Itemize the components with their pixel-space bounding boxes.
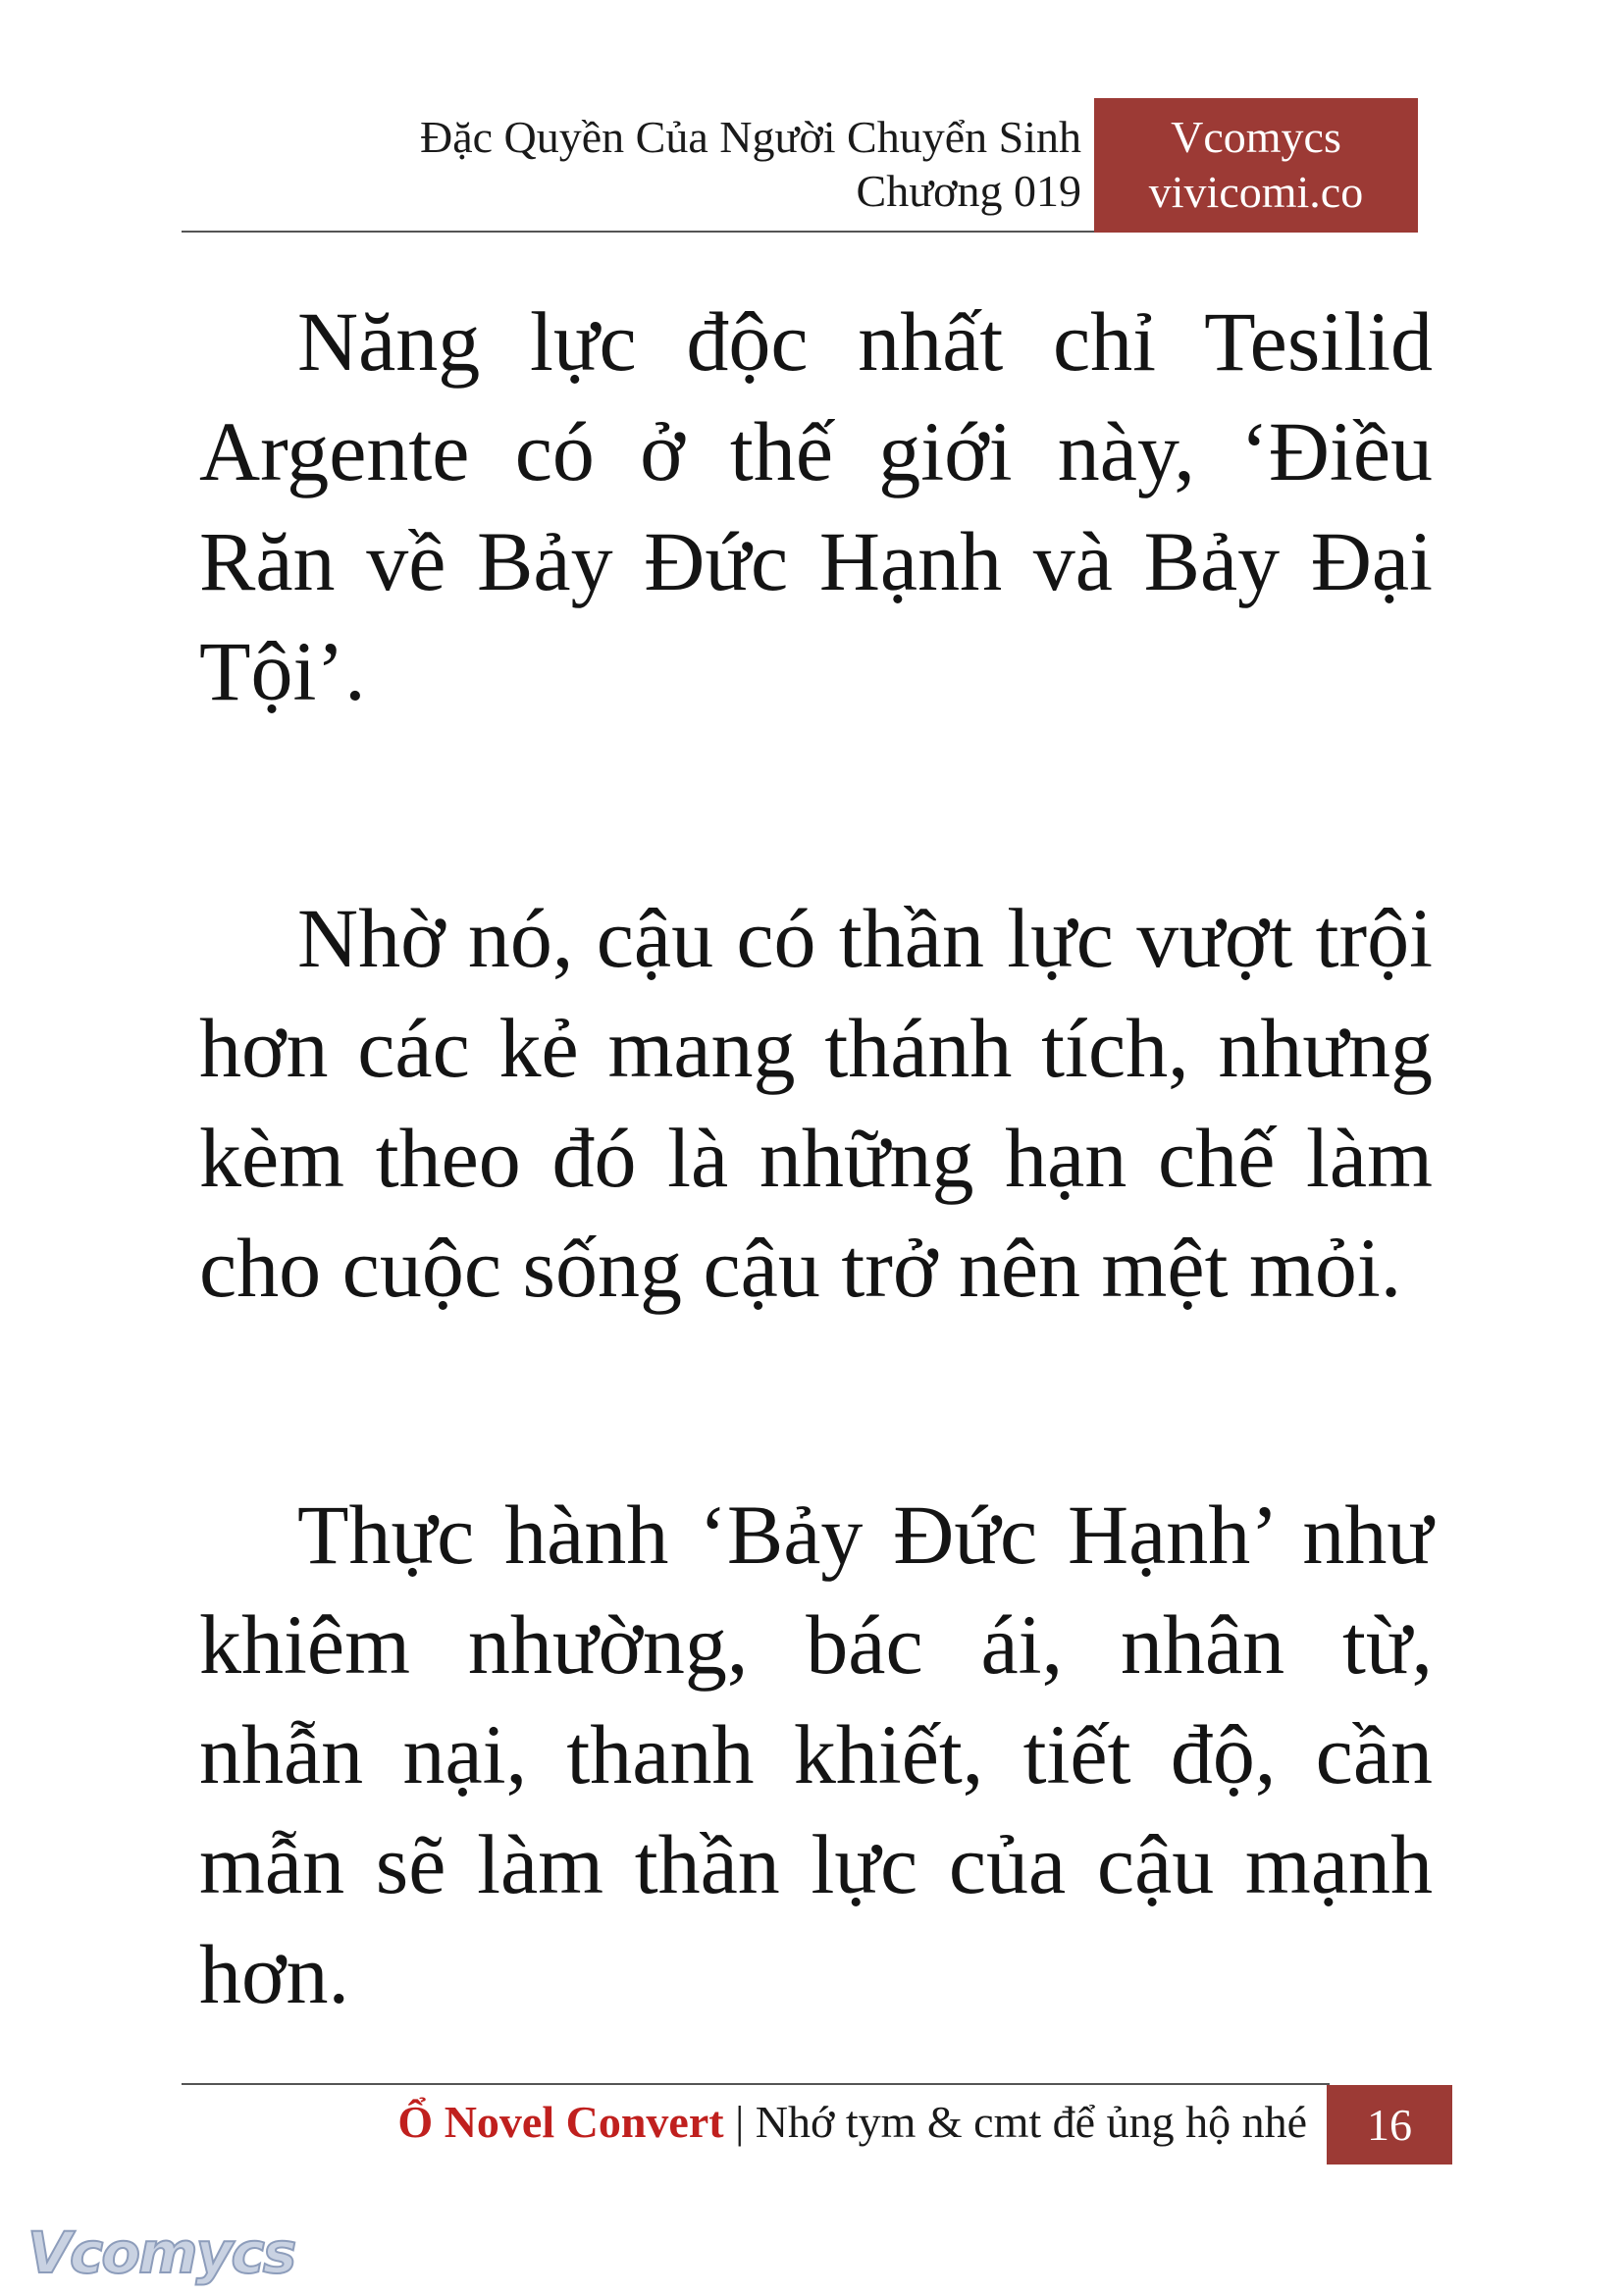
footer-message: Nhớ tym & cmt để ủng hộ nhé <box>755 2097 1307 2147</box>
page-number: 16 <box>1327 2085 1452 2165</box>
chapter-content <box>199 287 1433 2029</box>
header-text-block <box>420 110 1081 218</box>
page-header <box>182 98 1418 233</box>
page-footer <box>182 2085 1452 2165</box>
paragraph: Nhờ nó, cậu có thần lực vượt trội hơn các kẻ mang thánh tích, nhưng kèm theo đó là những hạn chế làm cho cuộc sống cậu trở nên mệt mỏi. <box>199 891 1433 1315</box>
badge-site-url: vivicomi.co <box>1148 167 1364 217</box>
book-title: Đặc Quyền Của Người Chuyển Sinh <box>419 112 1081 162</box>
source-badge <box>1094 98 1418 233</box>
paragraph: Thực hành ‘Bảy Đức Hạnh’ như khiêm nhường, bác ái, nhân từ, nhẫn nại, thanh khiết, tiết độ, cần mẫn sẽ làm thần lực của cậu mạnh hơn. <box>199 1487 1433 2021</box>
watermark-logo: Vcomycs <box>27 2219 295 2286</box>
paragraph: Năng lực độc nhất chỉ Tesilid Argente có ở thế giới này, ‘Điều Răn về Bảy Đức Hạnh và Bảy Đại Tội’. <box>199 294 1433 718</box>
header-divider <box>182 231 1094 233</box>
footer-text <box>397 2093 1307 2152</box>
footer-brand: Ổ Novel Convert <box>397 2097 724 2147</box>
chapter-label: Chương 019 <box>856 166 1081 216</box>
footer-separator: | <box>723 2097 756 2147</box>
badge-site-name: Vcomycs <box>1171 112 1341 162</box>
